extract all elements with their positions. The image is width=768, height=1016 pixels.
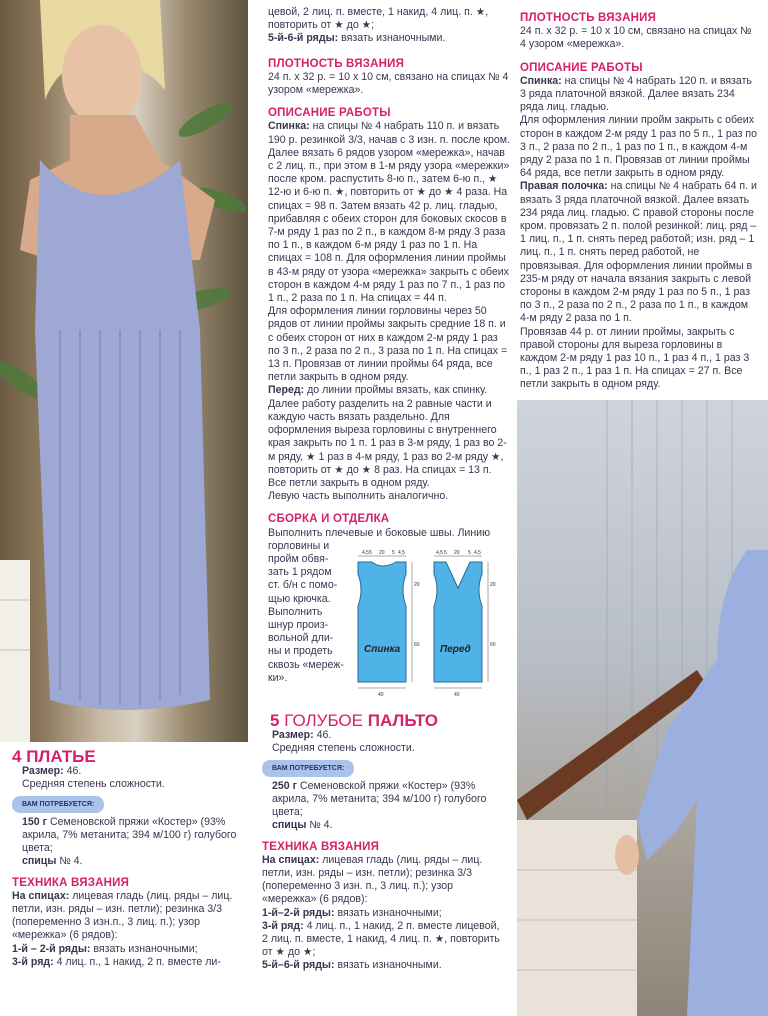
back-paragraph xyxy=(268,120,510,305)
coat-title-b: ПАЛЬТО xyxy=(367,711,439,730)
coat-size-label: Размер: xyxy=(272,729,314,742)
coat-rows56-text: вязать изнаночными. xyxy=(334,959,442,972)
coat-title-a: ГОЛУБОЕ xyxy=(284,711,363,730)
dress-size-value: 46. xyxy=(63,765,82,778)
back-bottom-num: 40 xyxy=(378,692,384,698)
coat-technique-heading: ТЕХНИКА ВЯЗАНИЯ xyxy=(262,840,380,853)
back-top-num-1: 4,5 xyxy=(362,550,369,556)
assembly-line-6: щью крючка. xyxy=(268,592,331,605)
front-label: Перед: xyxy=(268,384,305,397)
assembly-line-7: Выполнить xyxy=(268,605,323,618)
coat-needles xyxy=(262,819,506,832)
front-top-num-5: 4,5 xyxy=(474,550,481,556)
coat-rows56 xyxy=(262,959,506,972)
dress-needles xyxy=(12,855,248,868)
front-top-num-4: 5 xyxy=(468,550,471,556)
coat-needles-label: спицы xyxy=(272,819,307,832)
dress-block xyxy=(12,747,248,969)
front-paragraph xyxy=(268,384,510,490)
coat-back-text-2: Для оформления линии пройм закрыть с обеих сторон в каждом 2-м ряду 1 раз по 5 п., 1 раз по 3 п., 2 раза по 2 п., 1 раз по 1 п., в каждом 4-м ряду 2 раза по 1 п. Провязав от линии проймы 64 ряда, все петли закрыть в одном ряду. xyxy=(520,114,757,180)
dress-number: 4 xyxy=(12,747,22,766)
dress-photo xyxy=(0,0,248,742)
dress-yarn-text: Семеновской пряжи «Костер» (93% акрила, 7% метанита; 394 м/100 г) голубого цвета; xyxy=(22,815,237,855)
front-right-num-1: 20 xyxy=(490,582,496,588)
coat-technique xyxy=(262,854,506,907)
coat-work-heading: ОПИСАНИЕ РАБОТЫ xyxy=(520,61,643,74)
dress-tech-label: На спицах: xyxy=(12,889,70,902)
coat-need-badge: ВАМ ПОТРЕБУЕТСЯ: xyxy=(262,760,354,777)
dress-row3-label: 3-й ряд: xyxy=(12,955,54,968)
dress-title xyxy=(12,747,248,766)
front-text-2: Левую часть выполнить аналогично. xyxy=(268,490,449,503)
coat-row3-label: 3-й ряд: xyxy=(262,919,304,932)
coat-shelf-text-2: Провязав 44 р. от линии проймы, закрыть с правой стороны для выреза горловины в каждом 2-м ряду 1 раз 10 п., 1 раз 4 п., 1 раз 3 п., 1 раз 2 п., 1 раз 1 п. На спицах = 27 п. Все петли закрыть в одном ряду. xyxy=(520,325,750,391)
coat-number: 5 xyxy=(270,711,280,730)
coat-rows12 xyxy=(262,907,506,920)
dress-yarn xyxy=(12,816,248,856)
front-top-num-3: 20 xyxy=(454,550,460,556)
coat-yarn xyxy=(262,780,506,820)
coat-rows56-label: 5-й–6-й ряды: xyxy=(262,959,335,972)
density-heading: ПЛОТНОСТЬ ВЯЗАНИЯ xyxy=(268,57,405,70)
coat-difficulty: Средняя степень сложности. xyxy=(272,742,415,755)
right-column xyxy=(520,12,760,392)
back-right-num-2: 60 xyxy=(414,642,420,648)
assembly-line-1: Выполнить плечевые и боковые швы. Линию xyxy=(268,526,491,539)
coat-block xyxy=(262,711,506,973)
coat-size-value: 46. xyxy=(313,729,332,742)
coat-shelf-text: на спицы № 4 набрать 64 п. и вязать 3 ряда платочной вязкой. Далее вязать 234 ряда лиц. гладью. С правой стороны после кром. провязать 2 п. полой резинкой: лиц. ряд – 1 лиц. п., 1 п. снять перед работой; изн. ряд – 1 лиц. п., 1 п. снять перед работой, не провязывая. Для оформления линии проймы в 235-м ряду от начала вязания закрыть с левой стороны в каждом 2-м ряду 1 раз по 5 п., 1 раз по 3 п., 2 раза по 2 п., 2 раза по 1 п., в каждом 4-м ряду 2 раза по 1 п. xyxy=(520,180,757,325)
back-top-num-4: 5 xyxy=(392,550,395,556)
dress-needles-value: № 4. xyxy=(56,855,83,868)
dress-size-label: Размер: xyxy=(22,765,64,778)
coat-row3-text: 4 лиц. п., 1 накид, 2 п. вместе лицевой, 2 лиц. п. вместе, 1 накид, 4 лиц. п. ★, повторить от ★ до ★; xyxy=(262,919,500,959)
dress-difficulty: Средняя степень сложности. xyxy=(22,778,165,791)
coat-needles-value: № 4. xyxy=(306,819,333,832)
front-top-num-1: 4,5 xyxy=(436,550,443,556)
dress-size xyxy=(12,765,248,778)
assembly-line-8: шнур произ- xyxy=(268,618,329,631)
dress-title-text: ПЛАТЬЕ xyxy=(26,747,96,766)
assembly-line-12: ки». xyxy=(268,671,288,684)
dress-tech-text: лицевая гладь (лиц. ряды – лиц. петли, изн. ряды – изн. петли); резинка 3/3 (попеременно 3 изн.п., 3 лиц. п.); узор «мережка» (6 рядов): xyxy=(12,889,233,942)
back-scheme-label: Спинка xyxy=(364,644,401,655)
dress-technique-heading: ТЕХНИКА ВЯЗАНИЯ xyxy=(12,876,130,889)
assembly-line-4: зать 1 рядом xyxy=(268,566,332,579)
dress-yarn-amount: 150 г xyxy=(22,815,48,828)
coat-back-text: на спицы № 4 набрать 120 п. и вязать 3 ряда платочной вязкой. Далее вязать 234 ряда лиц. гладью. xyxy=(520,74,752,114)
front-text: до линии проймы вязать, как спинку. Далее работу разделить на 2 равные части и каждую часть вязать раздельно. Для оформления выреза горловины с внутреннего края закрыть по 1 п. 1 раз в 3-м ряду, 1 раз во 2-м ряду, ★ 1 раз в 4-м ряду, 1 раз во 2-м ряду ★, повторить от ★ до ★ 8 раз. На спицах = 13 п. Все петли закрыть в одном ряду. xyxy=(268,384,507,489)
coat-yarn-amount: 250 г xyxy=(272,779,298,792)
assembly-line-5: ст. б/н с помо- xyxy=(268,579,338,592)
back-label: Спинка: xyxy=(268,120,310,133)
coat-back-paragraph xyxy=(520,75,760,115)
coat-rows12-text: вязать изнаночными; xyxy=(334,906,442,919)
coat-shelf-label: Правая полочка: xyxy=(520,180,608,193)
dress-rows12 xyxy=(12,943,248,956)
front-right-num-2: 60 xyxy=(490,642,496,648)
front-scheme xyxy=(434,550,496,698)
dress-row3-text: 4 лиц. п., 1 накид, 2 п. вместе ли- xyxy=(53,955,221,968)
back-text: на спицы № 4 набрать 110 п. и вязать 190 р. резинкой 3/3, начав с 3 изн. п. после кром. Далее вязать 6 рядов узором «мережка», начав с 2 лиц. п., при этом в 1-м ряду узора «мережки» после кром. распустить 8-ю п., затем 6-ю п., ★ 12-ю и 6-ю п. ★, повторить от ★ до ★ 4 раза. На спицах = 98 п. Затем вязать 42 р. лиц. гладью, прибавляя с обеих сторон для боковых скосов в 7-м ряду 1 раз по 2 п., в каждом 8-м ряду 3 раза по 1 п., в каждом 6-м ряду 1 раз по 1 п. На спицах = 108 п. Для оформления линии проймы в 43-м ряду от узора «мережка» закрыть с обеих сторон в каждом 4-м ряду 1 раз по 7 п., 1 раз по 1 п., 2 раза по 1 п. На спицах = 44 п. xyxy=(268,120,510,305)
rows56-text: вязать изнаночными. xyxy=(338,32,446,45)
front-scheme-label: Перед xyxy=(440,644,471,655)
assembly-narrow-text xyxy=(268,540,346,685)
back-top-num-5: 4,5 xyxy=(398,550,405,556)
mid-top-line-2: повторить от ★ до ★; xyxy=(268,19,375,32)
assembly-line-11: сквозь «мереж- xyxy=(268,658,344,671)
work-heading: ОПИСАНИЕ РАБОТЫ xyxy=(268,107,391,120)
pattern-schemes xyxy=(348,548,510,700)
coat-back-label: Спинка: xyxy=(520,74,562,87)
mid-top-line-1: цевой, 2 лиц. п. вместе, 1 накид, 4 лиц. п. ★, xyxy=(268,6,489,18)
coat-row3 xyxy=(262,920,506,960)
coat-tech-label: На спицах: xyxy=(262,853,320,866)
back-right-num-1: 20 xyxy=(414,582,420,588)
back-top-num-2: 5 xyxy=(369,550,372,556)
coat-size xyxy=(262,729,506,742)
back-scheme xyxy=(358,550,420,698)
dress-rows12-label: 1-й – 2-й ряды: xyxy=(12,942,91,955)
dress-needles-label: спицы xyxy=(22,855,57,868)
coat-rows12-label: 1-й–2-й ряды: xyxy=(262,906,335,919)
assembly-line-2: горловины и xyxy=(268,539,330,552)
coat-yarn-text: Семеновской пряжи «Костер» (93% акрила, 7% метанита; 394 м/100 г) голубого цвета; xyxy=(272,779,487,819)
coat-tech-text: лицевая гладь (лиц. ряды – лиц. петли, изн. ряды – изн. петли); резинка 3/3 (попеременно 3 изн. п., 3 лиц. п.); узор «мережка» (6 рядов): xyxy=(262,853,483,906)
assembly-line-10: ны и продеть xyxy=(268,645,333,658)
density-text: 24 п. х 32 р. = 10 х 10 см, связано на спицах № 4 узором «мережка». xyxy=(268,70,509,97)
dress-technique xyxy=(12,890,248,943)
dress-need-badge: ВАМ ПОТРЕБУЕТСЯ: xyxy=(12,796,104,813)
coat-density-text: 24 п. х 32 р. = 10 х 10 см, связано на спицах № 4 узором «мережка». xyxy=(520,25,752,51)
assembly-line-9: вольной дли- xyxy=(268,632,334,645)
coat-title xyxy=(262,711,506,730)
rows56-label: 5-й-6-й ряды: xyxy=(268,32,339,45)
dress-rows12-text: вязать изнаночными; xyxy=(90,942,198,955)
coat-photo xyxy=(517,400,768,1016)
front-top-num-2: 5 xyxy=(444,550,447,556)
assembly-line-3: пройм обвя- xyxy=(268,552,329,565)
coat-density-heading: ПЛОТНОСТЬ ВЯЗАНИЯ xyxy=(520,12,657,24)
dress-row3 xyxy=(12,956,248,969)
assembly-heading: СБОРКА И ОТДЕЛКА xyxy=(268,513,390,526)
mid-top-rows56 xyxy=(268,32,510,45)
front-bottom-num: 40 xyxy=(454,692,460,698)
coat-shelf-paragraph xyxy=(520,180,760,325)
back-top-num-3: 20 xyxy=(379,550,385,556)
back-text-2: Для оформления линии горловины через 50 рядов от линии проймы закрыть средние 18 п. и с обеих сторон от них в каждом 2-м ряду 1 раз по 3 п., 2 раза по 2 п., 3 раза по 1 п. На спицах = 13 п. Провязав от линии проймы 64 ряда, все петли закрыть в одном ряду. xyxy=(268,305,508,384)
